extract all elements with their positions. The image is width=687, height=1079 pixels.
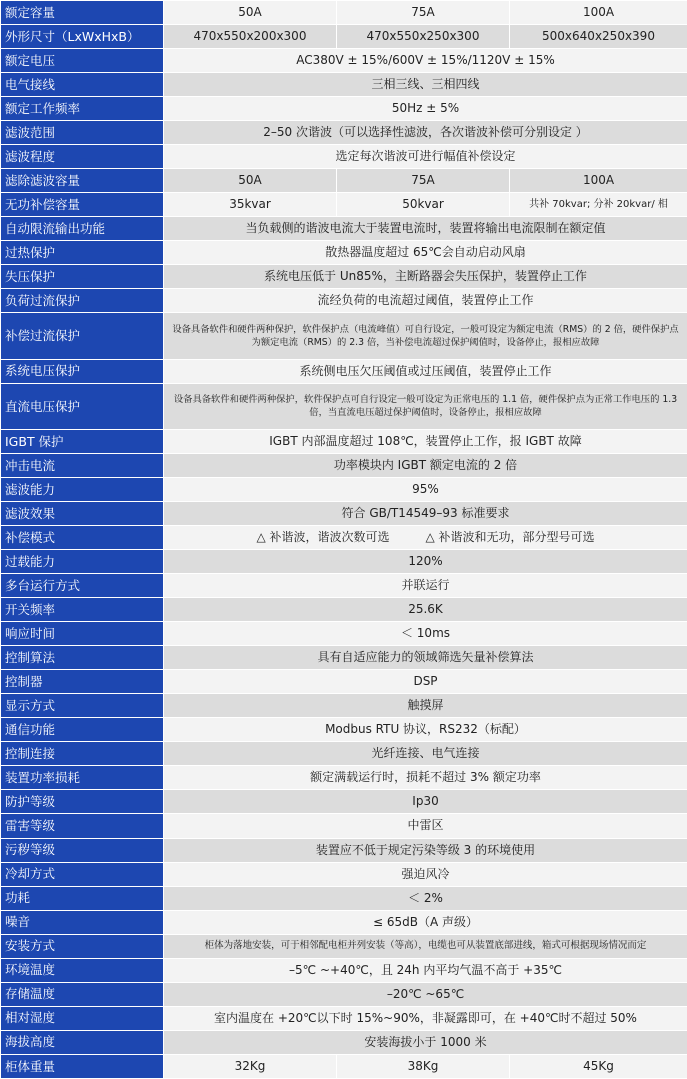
spec-row xyxy=(1,670,687,694)
spec-row xyxy=(1,862,687,886)
spec-row-value: 强迫风冷 xyxy=(164,862,687,886)
spec-row-value: 45Kg xyxy=(510,1054,687,1078)
spec-row-value: 100A xyxy=(510,169,687,193)
spec-row-value: 95% xyxy=(164,478,687,502)
spec-row-label: 存储温度 xyxy=(1,982,164,1006)
spec-row-value: 设备具备软件和硬件两种保护，软件保护点（电流峰值）可自行设定，一般可设定为额定电流（RMS）的 2 倍，硬件保护点为额定电流（RMS）的 2.3 倍，当补偿电流超过保护阈值时，设备停止，报相应故障 xyxy=(164,313,687,359)
spec-row-value: 50A xyxy=(164,1,337,25)
spec-row-value: 设备具备软件和硬件两种保护，软件保护点可自行设定一般可设定为正常电压的 1.1 倍，硬件保护点为正常工作电压的 1.3 倍，当直流电压超过保护阈值时，设备停止，报相应故障 xyxy=(164,383,687,429)
spec-row-value: –5℃ ~+40℃，且 24h 内平均气温不高于 +35℃ xyxy=(164,958,687,982)
spec-row xyxy=(1,145,687,169)
spec-row-label: 开关频率 xyxy=(1,598,164,622)
spec-row xyxy=(1,1030,687,1054)
spec-row-label: 响应时间 xyxy=(1,622,164,646)
spec-row-label: 防护等级 xyxy=(1,790,164,814)
spec-row xyxy=(1,1,687,25)
spec-row-label: 冲击电流 xyxy=(1,454,164,478)
spec-row-label: 雷害等级 xyxy=(1,814,164,838)
spec-row-value: 触摸屏 xyxy=(164,694,687,718)
spec-row-label: 控制连接 xyxy=(1,742,164,766)
spec-row-label: 系统电压保护 xyxy=(1,359,164,383)
spec-row-value: 散热器温度超过 65℃会自动启动风扇 xyxy=(164,241,687,265)
spec-row-value: 50Hz ± 5% xyxy=(164,97,687,121)
spec-row xyxy=(1,429,687,453)
spec-row xyxy=(1,934,687,958)
spec-row-value: 50kvar xyxy=(337,193,510,217)
spec-row xyxy=(1,598,687,622)
spec-row-label: 负荷过流保护 xyxy=(1,289,164,313)
spec-row xyxy=(1,838,687,862)
spec-row-label: 显示方式 xyxy=(1,694,164,718)
spec-row-value: 470x550x250x300 xyxy=(337,25,510,49)
spec-row-label: 滤波范围 xyxy=(1,121,164,145)
spec-row-label: 自动限流输出功能 xyxy=(1,217,164,241)
spec-row-value: 符合 GB/T14549–93 标准要求 xyxy=(164,502,687,526)
spec-row-value: ＜ 2% xyxy=(164,886,687,910)
spec-row xyxy=(1,25,687,49)
spec-row-value: 系统电压低于 Un85%，主断路器会失压保护，装置停止工作 xyxy=(164,265,687,289)
spec-row xyxy=(1,313,687,359)
spec-row-value: △ 补谐波，谐波次数可选 △ 补谐波和无功，部分型号可选 xyxy=(164,526,687,550)
spec-row-value: 流经负荷的电流超过阈值，装置停止工作 xyxy=(164,289,687,313)
spec-row-value: DSP xyxy=(164,670,687,694)
spec-row-label: 滤波能力 xyxy=(1,478,164,502)
spec-row xyxy=(1,574,687,598)
spec-row xyxy=(1,454,687,478)
spec-row-value: ≤ 65dB（A 声级） xyxy=(164,910,687,934)
spec-row-value: 100A xyxy=(510,1,687,25)
spec-row xyxy=(1,982,687,1006)
spec-row-value: 38Kg xyxy=(337,1054,510,1078)
spec-row-label: 相对湿度 xyxy=(1,1006,164,1030)
spec-row-label: 滤波效果 xyxy=(1,502,164,526)
spec-row xyxy=(1,49,687,73)
spec-row-label: 通信功能 xyxy=(1,718,164,742)
spec-row xyxy=(1,790,687,814)
spec-row-label: 功耗 xyxy=(1,886,164,910)
spec-row-label: 额定容量 xyxy=(1,1,164,25)
spec-row-value: 光纤连接、电气连接 xyxy=(164,742,687,766)
spec-row-value: 具有自适应能力的领域筛选矢量补偿算法 xyxy=(164,646,687,670)
spec-row-value: 2–50 次谐波（可以选择性滤波，各次谐波补偿可分别设定 ） xyxy=(164,121,687,145)
spec-row xyxy=(1,383,687,429)
spec-row xyxy=(1,814,687,838)
spec-row-value: 选定每次谐波可进行幅值补偿设定 xyxy=(164,145,687,169)
spec-row-label: 补偿过流保护 xyxy=(1,313,164,359)
spec-row xyxy=(1,622,687,646)
spec-row xyxy=(1,97,687,121)
spec-row-value: 共补 70kvar; 分补 20kvar/ 相 xyxy=(510,193,687,217)
spec-row-label: 额定工作频率 xyxy=(1,97,164,121)
spec-row-label: 环境温度 xyxy=(1,958,164,982)
spec-row-label: 过热保护 xyxy=(1,241,164,265)
spec-row-value: Modbus RTU 协议，RS232（标配） xyxy=(164,718,687,742)
spec-row-value: 三相三线、三相四线 xyxy=(164,73,687,97)
spec-row xyxy=(1,886,687,910)
spec-row-value: 并联运行 xyxy=(164,574,687,598)
spec-row-value: 中雷区 xyxy=(164,814,687,838)
spec-row-value: –20℃ ~65℃ xyxy=(164,982,687,1006)
spec-row xyxy=(1,121,687,145)
spec-row-label: 滤除滤波容量 xyxy=(1,169,164,193)
spec-row-value: ＜ 10ms xyxy=(164,622,687,646)
spec-row-label: 无功补偿容量 xyxy=(1,193,164,217)
spec-row-label: 噪音 xyxy=(1,910,164,934)
spec-row-value: 装置应不低于规定污染等级 3 的环境使用 xyxy=(164,838,687,862)
spec-row-label: 电气接线 xyxy=(1,73,164,97)
spec-row-label: 海拔高度 xyxy=(1,1030,164,1054)
spec-row-value: 当负载侧的谐波电流大于装置电流时，装置将输出电流限制在额定值 xyxy=(164,217,687,241)
spec-row xyxy=(1,694,687,718)
spec-row xyxy=(1,646,687,670)
spec-row-label: 滤波程度 xyxy=(1,145,164,169)
spec-row-value: 32Kg xyxy=(164,1054,337,1078)
spec-row-label: 过载能力 xyxy=(1,550,164,574)
spec-row xyxy=(1,241,687,265)
spec-row xyxy=(1,502,687,526)
spec-row-label: 补偿模式 xyxy=(1,526,164,550)
spec-row xyxy=(1,1006,687,1030)
spec-row-value: 柜体为落地安装，可于相邻配电柜并列安装（等高），电缆也可从装置底部进线，箱式可根据现场情况而定 xyxy=(164,934,687,958)
spec-table-body xyxy=(1,1,687,1079)
spec-row xyxy=(1,359,687,383)
spec-row-label: 柜体重量 xyxy=(1,1054,164,1078)
spec-row-label: 外形尺寸（LxWxHxB） xyxy=(1,25,164,49)
spec-row xyxy=(1,958,687,982)
spec-row xyxy=(1,718,687,742)
spec-row-value: 室内温度在 +20℃以下时 15%~90%，非凝露即可，在 +40℃时不超过 50% xyxy=(164,1006,687,1030)
spec-row-label: IGBT 保护 xyxy=(1,429,164,453)
spec-row-value: 470x550x200x300 xyxy=(164,25,337,49)
spec-row-value: IGBT 内部温度超过 108℃，装置停止工作，报 IGBT 故障 xyxy=(164,429,687,453)
spec-row xyxy=(1,910,687,934)
spec-row-value: Ip30 xyxy=(164,790,687,814)
spec-row-value: 75A xyxy=(337,1,510,25)
spec-row xyxy=(1,169,687,193)
spec-row-label: 装置功率损耗 xyxy=(1,766,164,790)
spec-row-label: 直流电压保护 xyxy=(1,383,164,429)
spec-row xyxy=(1,73,687,97)
spec-row-label: 控制算法 xyxy=(1,646,164,670)
spec-row xyxy=(1,289,687,313)
spec-row xyxy=(1,478,687,502)
spec-row-label: 多台运行方式 xyxy=(1,574,164,598)
spec-row-value: 系统侧电压欠压阈值或过压阈值，装置停止工作 xyxy=(164,359,687,383)
spec-row-value: 50A xyxy=(164,169,337,193)
spec-row-value: 120% xyxy=(164,550,687,574)
spec-row-value: 额定满载运行时，损耗不超过 3% 额定功率 xyxy=(164,766,687,790)
spec-row xyxy=(1,526,687,550)
spec-row-value: 25.6K xyxy=(164,598,687,622)
spec-row-value: 功率模块内 IGBT 额定电流的 2 倍 xyxy=(164,454,687,478)
spec-row-value: 75A xyxy=(337,169,510,193)
spec-row xyxy=(1,1054,687,1078)
spec-row xyxy=(1,265,687,289)
spec-row-label: 控制器 xyxy=(1,670,164,694)
spec-row-value: 安装海拔小于 1000 米 xyxy=(164,1030,687,1054)
spec-row-label: 冷却方式 xyxy=(1,862,164,886)
spec-row-value: 35kvar xyxy=(164,193,337,217)
spec-row-label: 额定电压 xyxy=(1,49,164,73)
spec-row-value: AC380V ± 15%/600V ± 15%/1120V ± 15% xyxy=(164,49,687,73)
spec-row-value: 500x640x250x390 xyxy=(510,25,687,49)
spec-row-label: 失压保护 xyxy=(1,265,164,289)
spec-row xyxy=(1,193,687,217)
spec-row xyxy=(1,550,687,574)
spec-row xyxy=(1,742,687,766)
spec-row-label: 污秽等级 xyxy=(1,838,164,862)
spec-row xyxy=(1,217,687,241)
spec-row-label: 安装方式 xyxy=(1,934,164,958)
spec-row xyxy=(1,766,687,790)
